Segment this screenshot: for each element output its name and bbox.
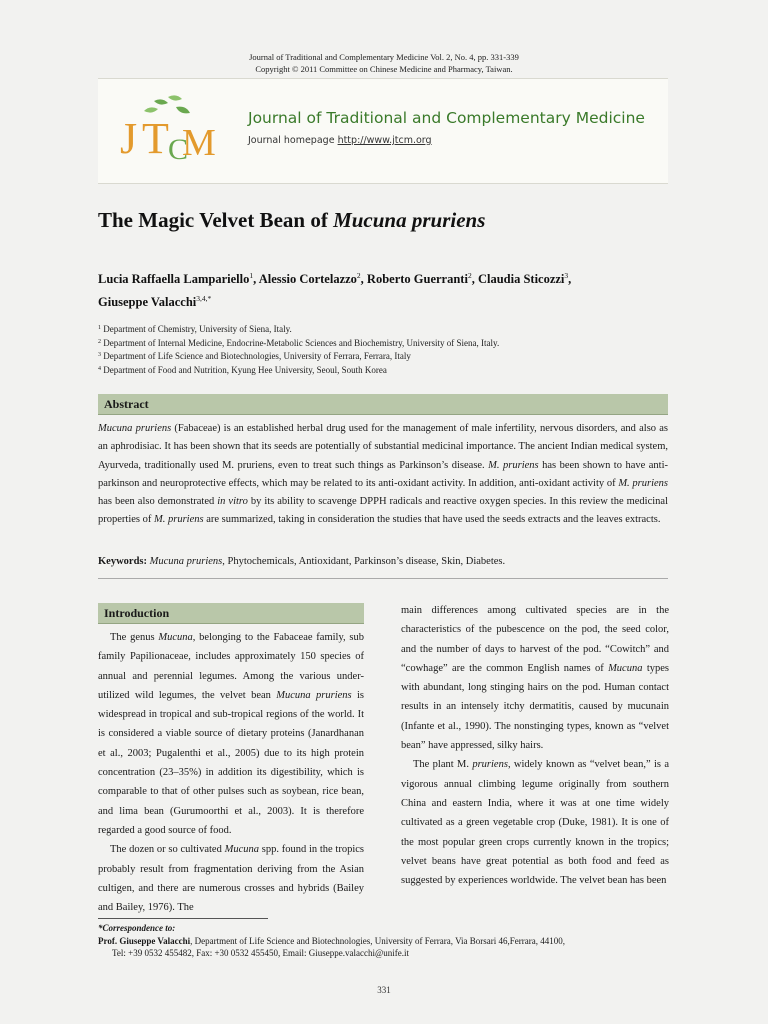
affil-text: Department of Chemistry, University of Siena, Italy. (101, 324, 292, 334)
svg-text:J: J (120, 114, 138, 163)
genus-name: Mucuna (224, 844, 260, 856)
paragraph (401, 755, 669, 890)
genus-name: Mucuna (158, 632, 193, 643)
species-name: Mucuna pruriens (276, 689, 352, 701)
affiliation-item (98, 363, 499, 377)
affil-text: Department of Internal Medicine, Endocrine-Metabolic Sciences and Biochemistry, University of Siena, Italy. (101, 337, 500, 348)
species-name: pruriens (472, 759, 508, 771)
abstract-text: has been shown to have anti-parkinson and neuroprotective effects, which may be related to its anti-oxidant activity. In addition, anti-oxidant activity of (98, 459, 668, 489)
affil-marker: 2 (98, 338, 101, 345)
abstract-body (98, 420, 668, 530)
copyright-line: Copyright © 2011 Committee on Chinese Medicine and Pharmacy, Taiwan. (255, 64, 513, 74)
correspondence-contact: Tel: +39 0532 455482, Fax: +30 0532 455450, Email: Giuseppe.valacchi@unife.it (112, 948, 410, 958)
banner-journal-title: Journal of Traditional and Complementary Medicine (248, 109, 645, 127)
author-name: Alessio Cortelazzo (258, 272, 357, 286)
page-number: 331 (377, 985, 391, 995)
affil-text: Department of Life Science and Biotechnologies, University of Ferrara, Ferrara, Italy (101, 351, 411, 361)
author-separator: , (568, 272, 572, 286)
right-column (401, 601, 669, 890)
correspondence-footnote (98, 922, 565, 960)
correspondence-address (98, 935, 565, 948)
species-name: Mucuna pruriens (98, 423, 172, 434)
abstract-text: by its ability to scavenge DPPH radicals and reactive oxygen species. In this review the medicinal properties of (98, 496, 669, 526)
author-list (98, 266, 658, 312)
left-column (98, 628, 364, 917)
article-title (98, 208, 485, 233)
keyword-species: Mucuna pruriens (149, 556, 223, 567)
author-name: Giuseppe Valacchi (98, 295, 197, 309)
journal-citation: Journal of Traditional and Complementary Medicine Vol. 2, No. 4, pp. 331-339 (249, 52, 519, 62)
author-affil-marker: 2 (356, 271, 361, 280)
affil-text: Department of Food and Nutrition, Kyung Hee University, Seoul, South Korea (101, 364, 387, 375)
affiliation-item (98, 349, 499, 363)
text-run: types with abundant, long stinging hairs on the pod. Human contact results in an intensely itchy dermatitis, caused by mucunain (Infante et al., 1990). The nonstinging types, known as “velvet bean” have appressed, silky hairs. (401, 662, 669, 752)
paragraph (401, 601, 669, 755)
text-run: is widespread in tropical and sub-tropical regions of the world. It is considered a viable source of dietary proteins (Janardhanan et al., 2003; Pugalenthi et al., 2005) due to its high protein concentration (23–35%) in addition its digestibility, which is comparable to that of other pulses such as soybean, rice bean, and lima bean (Gurumoorthi et al., 2003). It is therefore regarded a good source of food. (98, 689, 364, 836)
journal-banner (98, 78, 668, 184)
jtcm-logo (116, 93, 216, 169)
author-name: Lucia Raffaella Lampariello (98, 272, 250, 286)
svg-text:C: C (168, 133, 189, 166)
abstract-text: are summarized, taking in consideration the studies that have used the seeds extracts and the leaves extracts. (203, 514, 661, 526)
text-run: , widely known as “velvet bean,” is a vigorous annual climbing legume originally from southern China and eastern India, where it was at one time widely cultivated as a green vegetable crop (Duke, 1981). It is one of the most popular green crops currently known in the tropics; velvet beans have great potential as both food and feed as suggested by experiences worldwide. The velvet bean has been (401, 759, 670, 887)
text-run: spp. found in the tropics probably result from fragmentation deriving from the Asian cultigen, and there are numerous crosses and hybrids (Bailey and Bailey, 1976). The (98, 844, 364, 914)
abstract-text: has been also demonstrated (98, 496, 218, 508)
corresponding-author: Prof. Giuseppe Valacchi (98, 935, 191, 946)
homepage-link[interactable]: http://www.jtcm.org (337, 135, 432, 146)
paragraph (98, 840, 364, 917)
abstract-heading: Abstract (98, 394, 668, 415)
author-affil-marker: 3 (564, 271, 569, 280)
title-plain: The Magic Velvet Bean of (98, 208, 334, 232)
author-separator: , (360, 272, 367, 286)
in-vitro-term: in vitro (217, 496, 248, 508)
species-name: M. pruriens (488, 459, 539, 471)
journal-homepage (248, 135, 432, 146)
svg-text:M: M (182, 122, 216, 164)
introduction-heading: Introduction (98, 603, 364, 624)
text-run: main differences among cultivated species are in the characteristics of the pubescence on the pod, the seed color, and the number of days to harvest of the pod. “Cowitch” and “cowhage” are the common English names of (401, 605, 669, 674)
author-name: Claudia Sticozzi (477, 272, 565, 286)
text-run: The genus (110, 632, 159, 643)
author-affil-marker: 3,4,* (196, 294, 212, 303)
svg-text:T: T (142, 114, 169, 163)
genus-name: Mucuna (608, 662, 643, 674)
text-run: The plant M. (413, 759, 473, 771)
correspondence-label: *Correspondence to: (98, 923, 176, 933)
title-italic: Mucuna pruriens (333, 208, 486, 232)
footnote-divider (98, 918, 268, 919)
abstract-text: (Fabaceae) is an established herbal drug used for the management of male infertility, nervous disorders, and also as an aphrodisiac. It has been shown that its seeds are potentially of substantial medicinal importance. The ancient Indian medical system, Ayurveda, traditionally used M. pruriens, even to treat such things as Parkinson’s disease. (98, 423, 668, 471)
author-name: Roberto Guerranti (366, 272, 468, 286)
affil-marker: 4 (98, 365, 101, 372)
affiliation-item (98, 322, 499, 336)
author-affil-marker: 1 (249, 271, 254, 280)
species-name: M. pruriens (153, 514, 204, 526)
author-separator: , (471, 272, 478, 286)
author-affil-marker: 2 (467, 271, 472, 280)
keywords-label: Keywords: (98, 556, 150, 567)
keywords-rest: , Phytochemicals, Antioxidant, Parkinson’s disease, Skin, Diabetes. (222, 556, 506, 567)
affiliation-list (98, 322, 499, 376)
homepage-label: Journal homepage (248, 135, 338, 146)
author-separator: , (253, 272, 259, 286)
text-run: The dozen or so cultivated (110, 844, 225, 856)
species-name: M. pruriens (618, 477, 668, 489)
address-text: , Department of Life Science and Biotechnologies, University of Ferrara, Via Borsari 46,Ferrara, 44100, (190, 935, 566, 946)
paragraph (98, 628, 364, 840)
section-divider (98, 578, 668, 579)
affil-marker: 3 (98, 352, 101, 358)
affiliation-item (98, 336, 499, 350)
affil-marker: 1 (98, 325, 101, 331)
text-run: , belonging to the Fabaceae family, sub family Papilionaceae, includes approximately 150 species of annual and perennial legumes. Among the various under-utilized wild legumes, the velvet bean (98, 632, 364, 701)
keywords-line (98, 556, 505, 567)
